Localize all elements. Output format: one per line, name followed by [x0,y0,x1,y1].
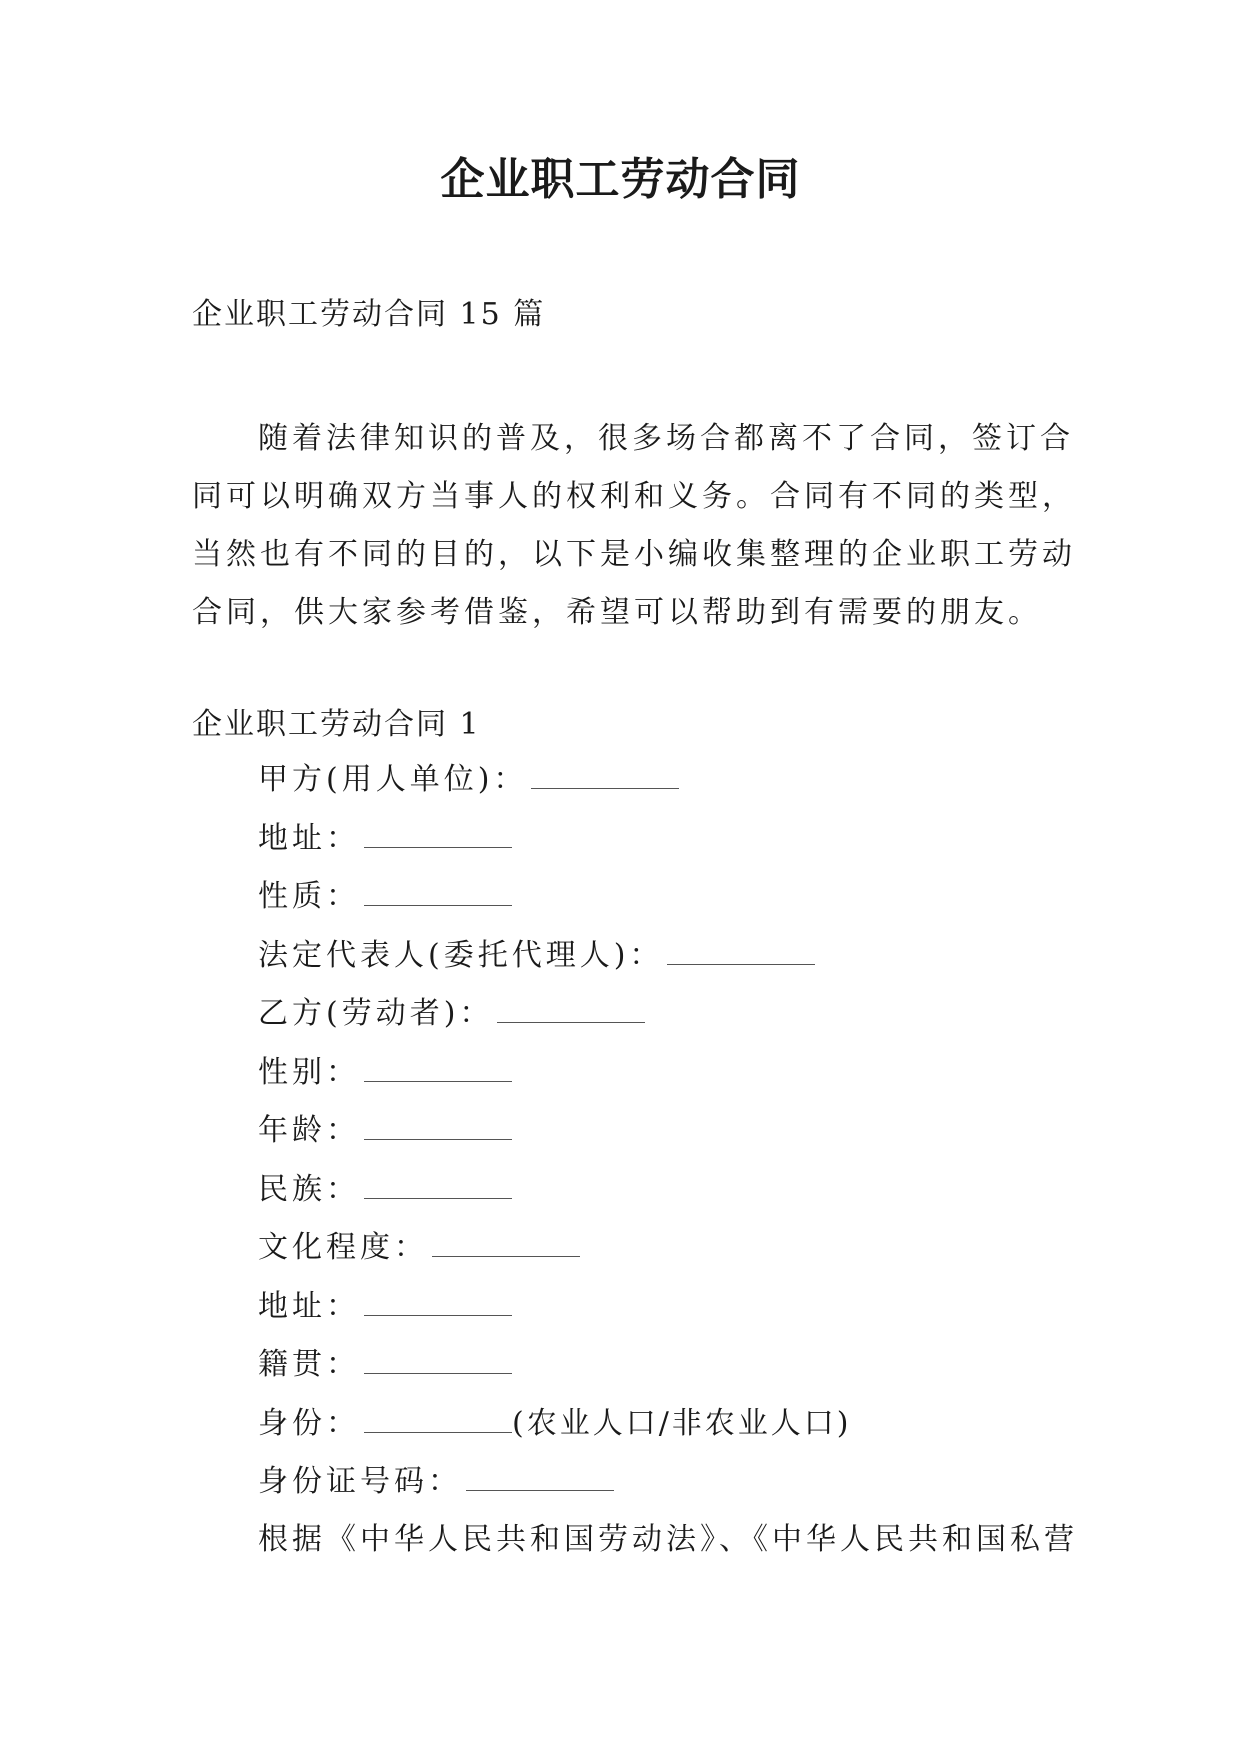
fill-in-blank [364,877,512,906]
field-label: 民族： [258,1171,360,1207]
intro-line: 随着法律知识的普及，很多场合都离不了合同，签订合 [258,421,1074,456]
intro-line: 同可以明确双方当事人的权利和义务。合同有不同的类型， [192,479,1076,514]
field-gender [258,1053,1058,1112]
intro-line: 合同，供大家参考借鉴，希望可以帮助到有需要的朋友。 [192,595,1042,630]
field-employer [258,760,1058,819]
field-employee-address [258,1287,1058,1346]
field-legal-representative [258,936,1058,995]
field-label: 身份： [258,1405,360,1441]
field-label: 甲方(用人单位)： [258,762,528,797]
contract-fields [258,760,1058,1521]
document-title: 企业职工劳动合同 [440,154,801,205]
fill-in-blank [531,760,679,789]
fill-in-blank [432,1228,580,1257]
fill-in-blank [364,1287,512,1316]
field-label: 文化程度： [258,1230,428,1265]
fill-in-blank [497,994,645,1023]
field-label: 籍贯： [258,1347,360,1382]
fill-in-blank [364,1345,512,1374]
field-native-place [258,1345,1058,1404]
field-employee [258,994,1058,1053]
fill-in-blank [466,1462,614,1491]
field-status [258,1404,1058,1463]
intro-line: 当然也有不同的目的，以下是小编收集整理的企业职工劳动 [192,537,1076,572]
fill-in-blank [667,936,815,965]
field-id-number [258,1462,1058,1521]
fill-in-blank [364,1170,512,1199]
field-suffix: (农业人口/非农业人口) [512,1405,852,1441]
field-label: 性质： [258,879,360,914]
fill-in-blank [364,819,512,848]
fill-in-blank [364,1111,512,1140]
section-heading: 企业职工劳动合同 1 [192,707,481,742]
field-label: 地址： [258,820,360,856]
field-label: 法定代表人(委托代理人)： [258,937,664,973]
field-label: 年龄： [258,1113,360,1148]
field-nature [258,877,1058,936]
field-employer-address [258,819,1058,878]
field-education [258,1228,1058,1287]
fill-in-blank [364,1053,512,1082]
intro-paragraph [192,410,1076,642]
document-subtitle: 企业职工劳动合同 15 篇 [192,297,546,332]
field-label: 身份证号码： [258,1464,462,1499]
closing-line: 根据《中华人民共和国劳动法》、《中华人民共和国私营 [258,1522,1078,1557]
field-ethnicity [258,1170,1058,1229]
fill-in-blank [364,1404,512,1433]
field-label: 地址： [258,1288,360,1324]
field-label: 乙方(劳动者)： [258,996,494,1031]
field-age [258,1111,1058,1170]
field-label: 性别： [258,1054,360,1090]
